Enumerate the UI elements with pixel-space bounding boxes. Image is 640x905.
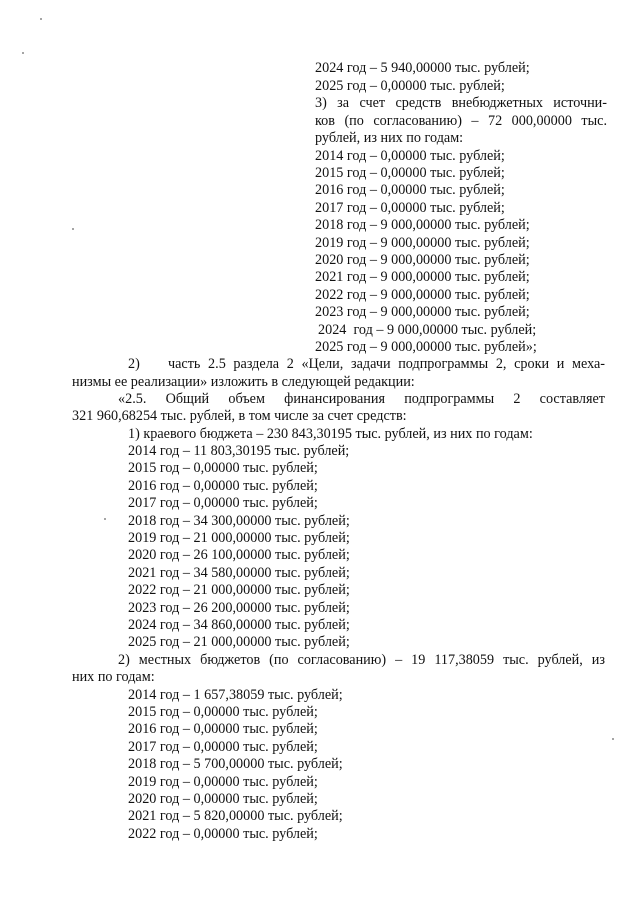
year-line: 2020 год – 0,00000 тыс. рублей; xyxy=(128,791,318,807)
paragraph-line: «2.5. Общий объем финансирования подпрограммы 2 составляет xyxy=(118,391,605,407)
item-text: низмы ее реализации» изложить в следующей редакции: xyxy=(72,374,415,390)
scan-speck xyxy=(104,518,106,520)
year-line: 2021 год – 5 820,00000 тыс. рублей; xyxy=(128,808,343,824)
year-line: 2023 год – 26 200,00000 тыс. рублей; xyxy=(128,600,350,616)
year-line: 2017 год – 0,00000 тыс. рублей; xyxy=(128,495,318,511)
scan-speck xyxy=(612,738,614,740)
year-line: 2025 год – 21 000,00000 тыс. рублей; xyxy=(128,634,350,650)
year-line: 2015 год – 0,00000 тыс. рублей; xyxy=(128,704,318,720)
doc-line: 2017 год – 0,00000 тыс. рублей; xyxy=(315,200,505,216)
year-line: 2019 год – 21 000,00000 тыс. рублей; xyxy=(128,530,350,546)
year-line: 2017 год – 0,00000 тыс. рублей; xyxy=(128,739,318,755)
doc-line: 2025 год – 9 000,00000 тыс. рублей»; xyxy=(315,339,537,355)
year-line: 2020 год – 26 100,00000 тыс. рублей; xyxy=(128,547,350,563)
year-line: 2016 год – 0,00000 тыс. рублей; xyxy=(128,478,318,494)
doc-line: 2015 год – 0,00000 тыс. рублей; xyxy=(315,165,505,181)
doc-line: 2021 год – 9 000,00000 тыс. рублей; xyxy=(315,269,530,285)
doc-line: 2014 год – 0,00000 тыс. рублей; xyxy=(315,148,505,164)
doc-line: 2018 год – 9 000,00000 тыс. рублей; xyxy=(315,217,530,233)
doc-line: 3) за счет средств внебюджетных источни- xyxy=(315,95,607,111)
section-heading: них по годам: xyxy=(72,669,155,685)
year-line: 2021 год – 34 580,00000 тыс. рублей; xyxy=(128,565,350,581)
year-line: 2015 год – 0,00000 тыс. рублей; xyxy=(128,460,318,476)
year-line: 2019 год – 0,00000 тыс. рублей; xyxy=(128,774,318,790)
year-line: 2014 год – 11 803,30195 тыс. рублей; xyxy=(128,443,350,459)
scan-speck xyxy=(72,228,74,230)
scan-speck xyxy=(22,52,24,54)
item-text: часть 2.5 раздела 2 «Цели, задачи подпрограммы 2, сроки и меха- xyxy=(168,356,605,372)
doc-line: 2023 год – 9 000,00000 тыс. рублей; xyxy=(315,304,530,320)
doc-line: 2022 год – 9 000,00000 тыс. рублей; xyxy=(315,287,530,303)
doc-line: ков (по согласованию) – 72 000,00000 тыс. xyxy=(315,113,607,129)
year-line: 2024 год – 34 860,00000 тыс. рублей; xyxy=(128,617,350,633)
year-line: 2014 год – 1 657,38059 тыс. рублей; xyxy=(128,687,343,703)
year-line: 2018 год – 5 700,00000 тыс. рублей; xyxy=(128,756,343,772)
item-number: 2) xyxy=(128,356,140,372)
doc-line: 2024 год – 5 940,00000 тыс. рублей; xyxy=(315,60,530,76)
doc-line: 2025 год – 0,00000 тыс. рублей; xyxy=(315,78,505,94)
scan-speck xyxy=(40,18,42,20)
section-heading: 2) местных бюджетов (по согласованию) – 19 117,38059 тыс. рублей, из xyxy=(118,652,605,668)
section-heading: 1) краевого бюджета – 230 843,30195 тыс. рублей, из них по годам: xyxy=(128,426,533,442)
year-line: 2022 год – 0,00000 тыс. рублей; xyxy=(128,826,318,842)
doc-line: 2020 год – 9 000,00000 тыс. рублей; xyxy=(315,252,530,268)
year-line: 2016 год – 0,00000 тыс. рублей; xyxy=(128,721,318,737)
year-line: 2018 год – 34 300,00000 тыс. рублей; xyxy=(128,513,350,529)
paragraph-line: 321 960,68254 тыс. рублей, в том числе за счет средств: xyxy=(72,408,407,424)
year-line: 2022 год – 21 000,00000 тыс. рублей; xyxy=(128,582,350,598)
doc-line: 2019 год – 9 000,00000 тыс. рублей; xyxy=(315,235,530,251)
doc-line: рублей, из них по годам: xyxy=(315,130,464,146)
doc-line: 2016 год – 0,00000 тыс. рублей; xyxy=(315,182,505,198)
doc-line: 2024 год – 9 000,00000 тыс. рублей; xyxy=(318,322,537,338)
